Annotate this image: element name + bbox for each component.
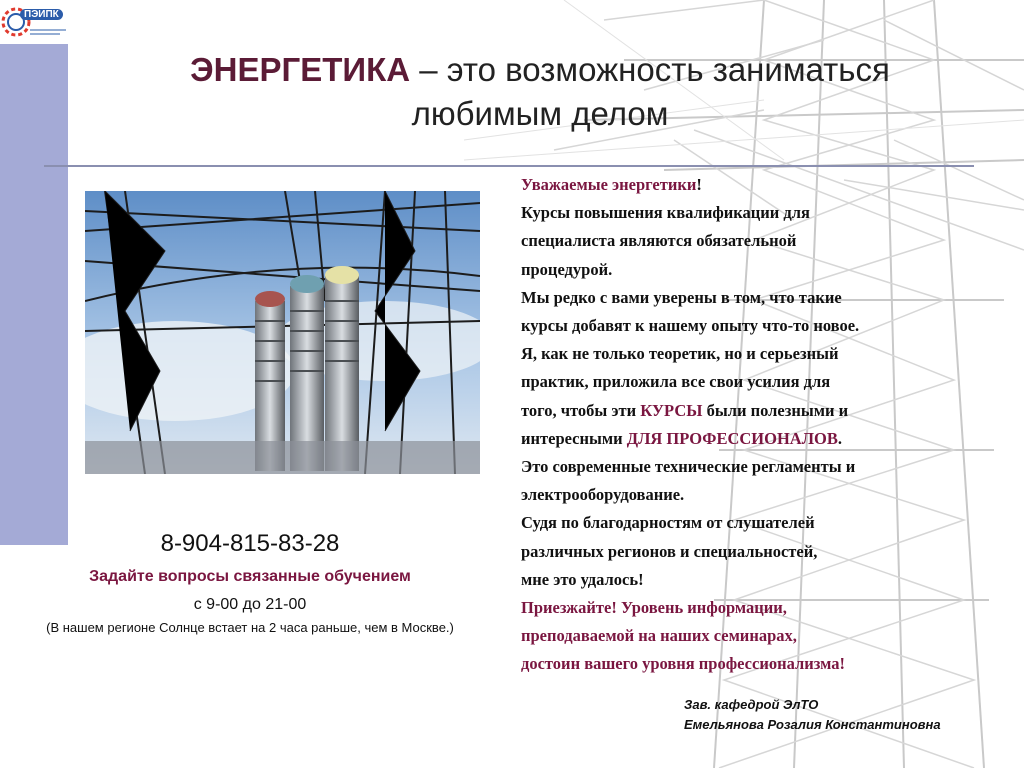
title-line2: любимым делом [411,95,669,132]
message-line: процедурой. [521,259,613,279]
logo-text: ПЭИПК [20,9,63,20]
invitation-line: Приезжайте! Уровень информации, [521,598,787,618]
invitation-line: преподаваемой на наших семинарах, [521,626,797,646]
highlight-courses: КУРСЫ [640,400,703,420]
title-rest: – это возможность заниматься [410,51,890,88]
message-text: интересными [521,428,627,448]
message-text: того, чтобы эти [521,400,641,420]
logo [0,0,68,44]
signature-position: Зав. кафедрой ЭлТО [684,697,819,712]
signature-name: Емельянова Розалия Константиновна [684,717,941,732]
message-line: Мы редко с вами уверены в том, что такие [521,287,842,307]
invitation-line: достоин вашего уровня профессионализма! [521,654,846,674]
page-title [80,48,1000,136]
title-accent: ЭНЕРГЕТИКА [190,51,411,88]
logo-swirl-icon [0,0,68,44]
message-text: . [837,428,842,448]
message-line: различных регионов и специальностей, [521,541,818,561]
message-line: практик, приложила все свои усилия для [521,372,831,392]
title-divider [44,165,974,167]
message-line: Это современные технические регламенты и [521,457,856,477]
questions-label: Задайте вопросы связанные обучением [89,568,411,585]
message-line: электрооборудование. [521,485,685,505]
message-line: Курсы повышения квалификации для [521,203,810,223]
phone-number: 8-904-815-83-28 [160,530,340,557]
timezone-note: (В нашем регионе Солнце встает на 2 часа раньше, чем в Москве.) [46,620,454,635]
contact-block [0,528,500,638]
message-text: были полезными и [702,400,849,420]
signature [684,695,941,735]
substation-photo [85,191,480,474]
left-accent-band [0,0,68,545]
message-line [521,425,971,453]
working-hours: с 9-00 до 21-00 [193,596,307,613]
greeting-line [521,171,971,199]
message-line: курсы добавят к нашему опыту что-то новое. [521,316,860,336]
message-line: Судя по благодарностям от слушателей [521,513,815,533]
message-line: специалиста являются обязательной [521,231,797,251]
message-line [521,397,971,425]
message-line: Я, как не только теоретик, но и серьезный [521,344,839,364]
highlight-professionals: ДЛЯ ПРОФЕССИОНАЛОВ [626,428,838,448]
address-text [521,171,971,679]
message-line: мне это удалось! [521,569,644,589]
greeting-mark: ! [696,175,702,194]
greeting: Уважаемые энергетики [521,175,697,194]
